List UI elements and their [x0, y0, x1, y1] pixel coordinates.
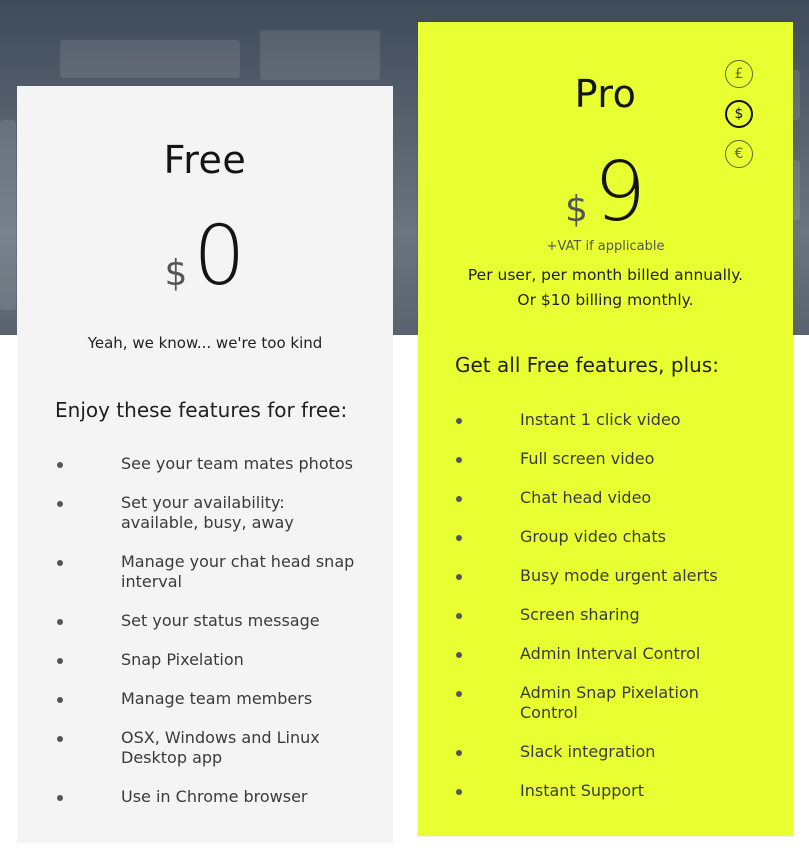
feature-label: Admin Snap Pixelation Control — [520, 683, 699, 722]
list-item — [456, 742, 756, 762]
bullet-icon — [456, 574, 462, 580]
free-features-list — [57, 454, 357, 807]
feature-label: OSX, Windows and Linux Desktop app — [121, 728, 320, 767]
list-item — [57, 689, 357, 709]
feature-label: Set your status message — [121, 611, 320, 630]
feature-label: Full screen video — [520, 449, 655, 468]
bullet-icon — [456, 418, 462, 424]
free-price-amount: 0 — [193, 209, 246, 304]
pro-currency-symbol: $ — [564, 189, 588, 230]
feature-label: Group video chats — [520, 527, 666, 546]
feature-label: Use in Chrome browser — [121, 787, 308, 806]
list-item — [456, 683, 756, 723]
bullet-icon — [456, 496, 462, 502]
bullet-icon — [57, 462, 63, 468]
bullet-icon — [57, 619, 63, 625]
pro-plan-card — [418, 22, 793, 836]
free-price — [17, 209, 393, 304]
feature-label: Instant Support — [520, 781, 645, 800]
euro-icon[interactable]: € — [725, 140, 753, 168]
feature-label: See your team mates photos — [121, 454, 353, 473]
pound-icon[interactable]: £ — [725, 60, 753, 88]
billing-line-monthly: Or $10 billing monthly. — [517, 291, 694, 309]
feature-label: Snap Pixelation — [121, 650, 244, 669]
feature-label: Busy mode urgent alerts — [520, 566, 718, 585]
list-item — [57, 454, 357, 474]
list-item — [456, 781, 756, 801]
feature-label: Set your availability: available, busy, away — [121, 493, 294, 532]
bullet-icon — [456, 750, 462, 756]
dollar-icon[interactable]: $ — [725, 100, 753, 128]
list-item — [456, 644, 756, 664]
bullet-icon — [57, 736, 63, 742]
bullet-icon — [456, 613, 462, 619]
bullet-icon — [57, 501, 63, 507]
list-item — [57, 650, 357, 670]
bullet-icon — [57, 795, 63, 801]
bullet-icon — [456, 789, 462, 795]
free-features-heading: Enjoy these features for free: — [55, 398, 348, 422]
feature-label: Screen sharing — [520, 605, 640, 624]
list-item — [456, 566, 756, 586]
bullet-icon — [456, 691, 462, 697]
bullet-icon — [57, 560, 63, 566]
pro-features-heading: Get all Free features, plus: — [455, 353, 719, 377]
feature-label: Manage your chat head snap interval — [121, 552, 355, 591]
list-item — [57, 493, 357, 533]
bullet-icon — [456, 457, 462, 463]
list-item — [57, 728, 357, 768]
feature-label: Manage team members — [121, 689, 313, 708]
pro-plan-title: Pro — [574, 72, 637, 116]
list-item — [456, 449, 756, 469]
billing-line-annual: Per user, per month billed annually. — [467, 266, 744, 284]
list-item — [456, 410, 756, 430]
bullet-icon — [456, 652, 462, 658]
list-item — [57, 552, 357, 592]
bullet-icon — [57, 658, 63, 664]
free-plan-card — [17, 86, 393, 843]
list-item — [57, 787, 357, 807]
pro-features-list — [456, 410, 756, 801]
list-item — [456, 605, 756, 625]
feature-label: Admin Interval Control — [520, 644, 701, 663]
pro-price-amount: 9 — [593, 145, 647, 240]
free-currency-symbol: $ — [164, 253, 188, 294]
vat-note: +VAT if applicable — [546, 239, 665, 254]
list-item — [57, 611, 357, 631]
list-item — [456, 527, 756, 547]
free-tagline: Yeah, we know... we're too kind — [87, 334, 323, 352]
bullet-icon — [57, 697, 63, 703]
free-plan-title: Free — [163, 138, 247, 182]
pro-price — [418, 145, 793, 240]
feature-label: Slack integration — [520, 742, 656, 761]
billing-note — [418, 263, 793, 313]
feature-label: Chat head video — [520, 488, 652, 507]
feature-label: Instant 1 click video — [520, 410, 681, 429]
bullet-icon — [456, 535, 462, 541]
list-item — [456, 488, 756, 508]
